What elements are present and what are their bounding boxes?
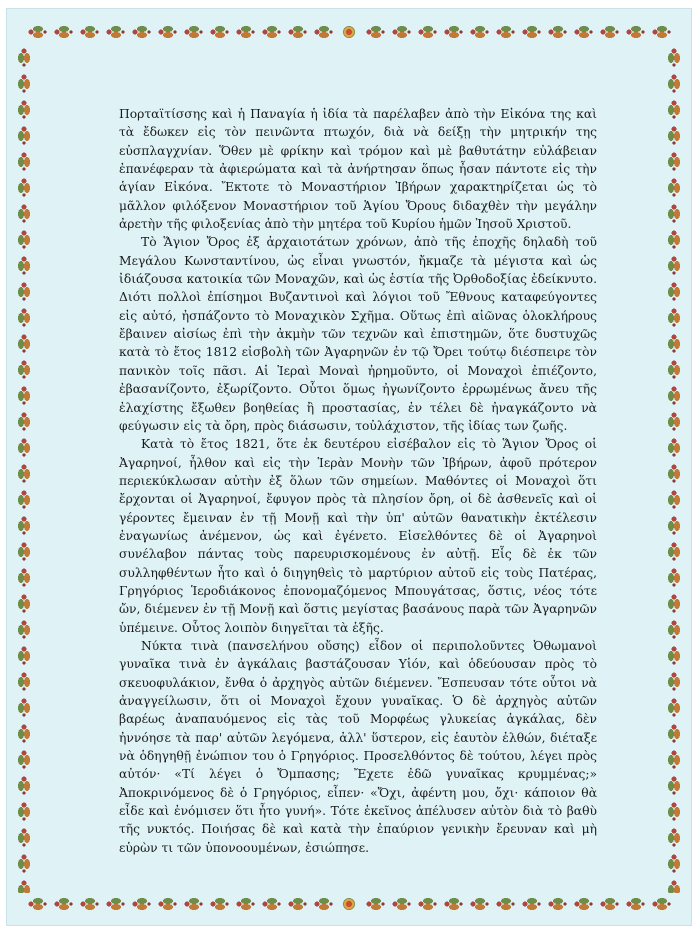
paragraph-2: Τὸ Ἅγιον Ὄρος ἐξ ἀρχαιοτάτων χρόνων, ἀπὸ τῆς ἐποχῆς δηλαδὴ τοῦ Μεγάλου Κωνσταντίνου, ὡς εἶναι γνωστόν, ἤκμαζε τὰ μέγιστα καὶ ὡς ἰδιάζουσα κατοικία τῶν Μοναχῶν, καὶ ὡς ἑστία τῆς Ὀρθοδοξίας ἐδείκνυτο. Διότι πολλοὶ ἐπίσημοι Βυζαντινοὶ καὶ λόγιοι τοῦ Ἔθνους καταφεύγοντες εἰς αὐτό, ἠσπάζοντο τὸ Μοναχικὸν Σχῆμα. Οὕτως ἐπὶ αἰῶνας ὁλοκλήρους ἔβαινεν αἰσίως ἐπὶ τὴν ἀκμὴν τῶν τεχνῶν καὶ ἐπιστημῶν, ὅτε δυστυχῶς κατὰ τὸ ἔτος 1812 εἰσβολὴ τῶν Ἀγαρηνῶν ἐν τῷ Ὄρει τούτῳ διέσπειρε τὸν πανικὸν τοῖς πᾶσι. Αἱ Ἱεραὶ Μοναὶ ἠρημοῦντο, οἱ Μοναχοὶ ἐπιέζοντο, ἐβασανίζοντο, ἐξωρίζοντο. Οὗτοι ὅμως ἠγωνίζοντο ἐρρωμένως ἄνευ τῆς ἐλαχίστης ἔξωθεν βοηθείας ἢ προστασίας, ἐν τέλει δὲ ἠναγκάζοντο νὰ φεύγωσιν εἰς τὰ ὄρη, πρὸς διάσωσιν, τοὐλάχιστον, τῆς ἰδίας των ζωῆς.: [119, 235, 597, 433]
page: [6, 8, 692, 926]
top-rosette-icon: [338, 24, 360, 40]
bottom-rosette-icon: [338, 896, 360, 912]
paragraph-4: Νύκτα τινὰ (πανσελήνου οὔσης) εἶδον οἱ περιπολοῦντες Ὀθωμανοὶ γυναῖκα τινὰ ἐν ἀγκάλαις βαστάζουσαν Υἱόν, καὶ ὁδεύουσαν πρὸς τὸ σκευοφυλάκιον, ἔνθα ὁ ἀρχηγὸς αὐτῶν διέμενεν. Ἔσπευσαν τότε οὗτοι νὰ ἀναγγείλωσιν, ὅτι οἱ Μοναχοὶ ἔχουν γυναῖκας. Ὁ δὲ ἀρχηγὸς αὐτῶν βαρέως ἀναπαυόμενος εἰς τὰς τοῦ Μορφέως γλυκείας ἀγκάλας, δὲν ἠννόησε τὰ παρ' αὐτῶν λεγόμενα, ἀλλ' ὕστερον, εἰς ἑαυτὸν ἐλθών, διέταξε νὰ ὁδηγηθῇ ἐνώπιον του ὁ Γρηγόριος. Προσελθόντος δὲ τούτου, λέγει πρὸς αὐτόν· «Τί λέγει ὁ Ὄμπασης; Ἔχετε ἐδῶ γυναῖκας κρυμμένας;» Ἀποκρινόμενος δὲ ὁ Γρηγόριος, εἶπεν· «Ὄχι, ἀφέντη μου, ὄχι· κάποιον θὰ εἶδε καὶ ἐνόμισεν ὅτι ἦτο γυνή». Τότε ἐκεῖνος ἀπέλυσεν αὐτὸν διὰ τὸ βαθὺ τῆς νυκτός. Ποιήσας δὲ καὶ κατὰ τὴν ἐπαύριον γενικὴν ἔρευναν καὶ μὴ εὑρὼν τι τῶν ὑπονοουμένων, ἐσιώπησε.: [119, 638, 597, 855]
right-floral-border: [665, 45, 683, 893]
paragraph-3: Κατὰ τὸ ἔτος 1821, ὅτε ἐκ δευτέρου εἰσέβαλον εἰς τὸ Ἅγιον Ὄρος οἱ Ἀγαρηνοί, ἦλθον καὶ εἰς τὴν Ἱερὰν Μονὴν τῶν Ἰβήρων, ἀφοῦ πρότερον περιεκύκλωσαν αὐτὴν ἐξ ὅλων τῶν σημείων. Μαθόντες οἱ Μοναχοὶ ὅτι ἔρχονται οἱ Ἀγαρηνοί, ἔφυγον πρὸς τὰ πλησίον ὄρη, οἱ δὲ ἀσθενεῖς καὶ οἱ γέροντες ἔμειναν ἐν τῇ Μονῇ καὶ τὴν ὑπ' αὐτῶν θανατικὴν ἐκτέλεσιν ἐναγωνίως ἀνέμενον, ὡς καὶ ἐγένετο. Εἰσελθόντες δὲ οἱ Ἀγαρηνοὶ συνέλαβον πάντας τοὺς παρευρισκομένους ἐν αὐτῇ. Εἷς δὲ ἐκ τῶν συλληφθέντων ἦτο καὶ ὁ διηγηθεὶς τὸ μαρτύριον αὐτοῦ εἰς τοὺς Πατέρας, Γρηγόριος Ἱεροδιάκονος ἐπονομαζόμενος Μπουγάτσας, ὅστις, νέος τότε ὤν, διέμενεν ἐν τῇ Μονῇ καὶ ὅστις μεγίστας βασάνους παρὰ τῶν Ἀγαρηνῶν ὑπέμεινε. Οὗτος λοιπὸν διηγεῖται τὰ ἑξῆς.: [119, 437, 597, 635]
paragraph-1: Πορταϊτίσσης καὶ ἡ Παναγία ἡ ἰδία τὰ παρέλαβεν ἀπὸ τὴν Εἰκόνα της καὶ τὰ ἔδωκεν εἰς τὸν πεινῶντα πτωχόν, διὰ νὰ δείξῃ τὴν μητρικήν της εὐσπλαγχνίαν. Ὅθεν μὲ φρίκην καὶ τρόμον καὶ μὲ βαθυτάτην εὐλάβειαν ἐπανέφεραν τὰ ἀφιερώματα καὶ τὰ ἀνήρτησαν ὅπως ἦσαν πάντοτε εἰς τὴν ἁγίαν Εἰκόνα. Ἔκτοτε τὸ Μοναστήριον Ἰβήρων χαρακτηρίζεται ὡς τὸ μᾶλλον φιλόξενον Μοναστήριον τοῦ Ἁγίου Ὄρους διδαχθὲν τὴν μεγάλην ἀρετὴν τῆς φιλοξενίας ἀπὸ τὴν μητέρα τοῦ Κυρίου ἡμῶν Ἰησοῦ Χριστοῦ.: [119, 107, 597, 232]
document-body: [119, 105, 597, 857]
left-floral-border: [15, 45, 33, 893]
